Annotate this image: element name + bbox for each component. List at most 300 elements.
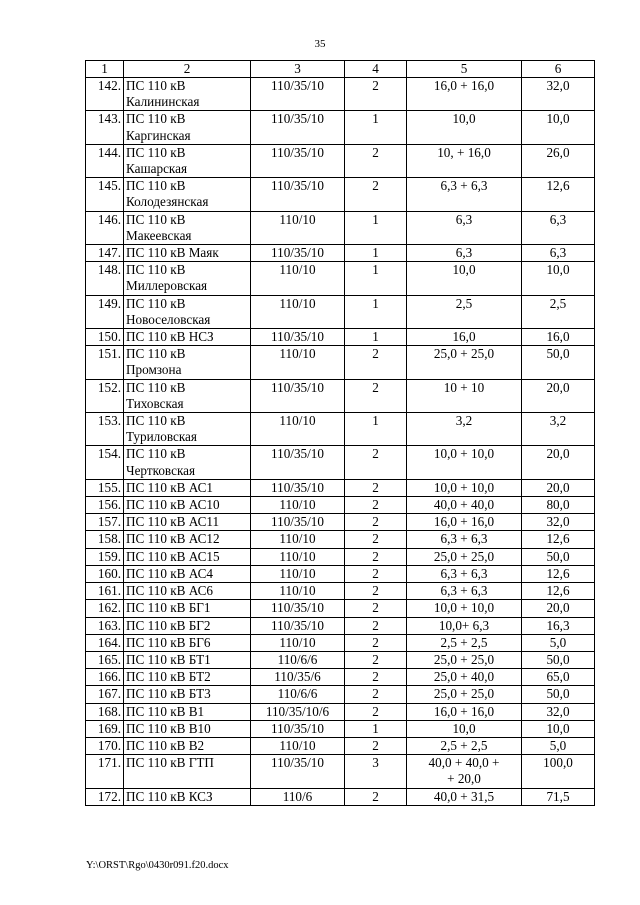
- transformer-power-line: + 20,0: [447, 771, 481, 787]
- voltage-class: 110/35/10: [251, 78, 345, 111]
- substation-name-line: ПС 110 кВ: [126, 413, 186, 429]
- transformer-power-line: 10,0 + 10,0: [433, 479, 495, 495]
- transformer-power-line: 2,5 + 2,5: [440, 634, 488, 650]
- substation-name: [124, 686, 251, 703]
- total-power: 10,0: [522, 720, 595, 737]
- table-row: [86, 720, 595, 737]
- transformer-power: [407, 446, 522, 479]
- transformer-power: [407, 703, 522, 720]
- substation-name-line: ПС 110 кВ: [126, 111, 186, 127]
- voltage-class: 110/35/10: [251, 720, 345, 737]
- voltage-class: 110/10: [251, 262, 345, 295]
- row-number: 161.: [86, 583, 124, 600]
- substation-name-line: ПС 110 кВ: [126, 295, 186, 311]
- substation-name-line: ПС 110 кВ: [126, 211, 186, 227]
- substation-name: [124, 651, 251, 668]
- substation-name-line: ПС 110 кВ ГТП: [126, 755, 214, 771]
- substation-name: [124, 720, 251, 737]
- substation-name: [124, 413, 251, 446]
- substation-name-line: ПС 110 кВ АС1: [126, 479, 213, 495]
- substation-name: [124, 617, 251, 634]
- transformer-count: 2: [345, 651, 407, 668]
- substation-name-line: ПС 110 кВ АС4: [126, 565, 213, 581]
- row-number: 149.: [86, 295, 124, 328]
- transformer-count: 1: [345, 211, 407, 244]
- substation-name-line: ПС 110 кВ БТ2: [126, 669, 211, 685]
- total-power: 6,3: [522, 245, 595, 262]
- transformer-power-line: 25,0 + 25,0: [433, 686, 495, 702]
- transformer-power-line: 6,3: [455, 211, 473, 227]
- table-row: [86, 446, 595, 479]
- table-row: [86, 262, 595, 295]
- voltage-class: 110/35/6: [251, 669, 345, 686]
- transformer-count: 2: [345, 346, 407, 379]
- total-power: 50,0: [522, 346, 595, 379]
- table-row: [86, 548, 595, 565]
- voltage-class: 110/10: [251, 531, 345, 548]
- transformer-power: [407, 262, 522, 295]
- substation-name: [124, 788, 251, 805]
- table-row: [86, 531, 595, 548]
- voltage-class: 110/35/10: [251, 111, 345, 144]
- transformer-power: [407, 788, 522, 805]
- substation-name: [124, 78, 251, 111]
- transformer-power-line: 40,0 + 31,5: [433, 788, 495, 804]
- row-number: 156.: [86, 497, 124, 514]
- row-number: 148.: [86, 262, 124, 295]
- header-col-3: 3: [251, 61, 345, 78]
- total-power: 50,0: [522, 686, 595, 703]
- transformer-power: [407, 211, 522, 244]
- transformer-power: [407, 755, 522, 788]
- row-number: 160.: [86, 565, 124, 582]
- transformer-count: 2: [345, 634, 407, 651]
- transformer-count: 2: [345, 144, 407, 177]
- row-number: 163.: [86, 617, 124, 634]
- voltage-class: 110/35/10: [251, 514, 345, 531]
- table-row: [86, 737, 595, 754]
- total-power: 12,6: [522, 531, 595, 548]
- substation-name-line: Новоселовская: [126, 311, 211, 327]
- transformer-power: [407, 178, 522, 211]
- transformer-power: [407, 245, 522, 262]
- transformer-power-line: 25,0 + 25,0: [433, 346, 495, 362]
- substation-name: [124, 144, 251, 177]
- transformer-count: 2: [345, 686, 407, 703]
- transformer-count: 1: [345, 413, 407, 446]
- substation-name-line: Каргинская: [126, 127, 191, 143]
- transformer-power: [407, 514, 522, 531]
- table-row: [86, 144, 595, 177]
- table-row: [86, 755, 595, 788]
- table-row: [86, 295, 595, 328]
- transformer-count: 1: [345, 262, 407, 295]
- substation-name: [124, 262, 251, 295]
- total-power: 12,6: [522, 583, 595, 600]
- substation-name-line: ПС 110 кВ БГ6: [126, 634, 211, 650]
- substation-name-line: ПС 110 кВ АС10: [126, 497, 220, 513]
- row-number: 145.: [86, 178, 124, 211]
- header-col-6: 6: [522, 61, 595, 78]
- substation-name: [124, 245, 251, 262]
- voltage-class: 110/10: [251, 346, 345, 379]
- table-row: [86, 211, 595, 244]
- substation-name-line: Чертковская: [126, 462, 196, 478]
- voltage-class: 110/10: [251, 634, 345, 651]
- table-row: [86, 413, 595, 446]
- table-row: [86, 78, 595, 111]
- transformer-count: 2: [345, 737, 407, 754]
- total-power: 71,5: [522, 788, 595, 805]
- voltage-class: 110/35/10: [251, 379, 345, 412]
- table-row: [86, 178, 595, 211]
- row-number: 143.: [86, 111, 124, 144]
- substation-name-line: ПС 110 кВ КСЗ: [126, 788, 213, 804]
- table-row: [86, 651, 595, 668]
- row-number: 162.: [86, 600, 124, 617]
- table-row: [86, 479, 595, 496]
- substation-name-line: ПС 110 кВ: [126, 178, 186, 194]
- table-row: [86, 686, 595, 703]
- row-number: 157.: [86, 514, 124, 531]
- total-power: 2,5: [522, 295, 595, 328]
- transformer-count: 1: [345, 295, 407, 328]
- substation-name-line: ПС 110 кВ БГ2: [126, 617, 211, 633]
- transformer-power: [407, 651, 522, 668]
- substation-name: [124, 329, 251, 346]
- row-number: 150.: [86, 329, 124, 346]
- transformer-count: 3: [345, 755, 407, 788]
- transformer-power: [407, 617, 522, 634]
- substation-name-line: ПС 110 кВ БГ1: [126, 600, 211, 616]
- substation-name-line: ПС 110 кВ АС6: [126, 583, 213, 599]
- row-number: 164.: [86, 634, 124, 651]
- transformer-count: 1: [345, 720, 407, 737]
- transformer-count: 1: [345, 245, 407, 262]
- substation-name-line: ПС 110 кВ: [126, 379, 186, 395]
- transformer-power: [407, 144, 522, 177]
- transformer-power-line: 6,3 + 6,3: [440, 178, 488, 194]
- substation-name: [124, 211, 251, 244]
- row-number: 147.: [86, 245, 124, 262]
- substation-name-line: ПС 110 кВ Маяк: [126, 245, 219, 261]
- transformer-power: [407, 329, 522, 346]
- transformer-power-line: 2,5: [455, 295, 473, 311]
- substation-name: [124, 295, 251, 328]
- row-number: 169.: [86, 720, 124, 737]
- transformer-count: 2: [345, 703, 407, 720]
- voltage-class: 110/35/10: [251, 755, 345, 788]
- row-number: 168.: [86, 703, 124, 720]
- transformer-power: [407, 497, 522, 514]
- total-power: 80,0: [522, 497, 595, 514]
- transformer-power-line: 16,0: [452, 329, 476, 345]
- transformer-count: 2: [345, 617, 407, 634]
- transformer-count: 2: [345, 531, 407, 548]
- transformer-power: [407, 379, 522, 412]
- table-row: [86, 617, 595, 634]
- substation-name: [124, 583, 251, 600]
- transformer-power-line: 25,0 + 25,0: [433, 548, 495, 564]
- substation-name: [124, 548, 251, 565]
- substation-name-line: ПС 110 кВ АС11: [126, 514, 220, 530]
- substation-name: [124, 531, 251, 548]
- row-number: 167.: [86, 686, 124, 703]
- table-row: [86, 346, 595, 379]
- transformer-power-line: 6,3 + 6,3: [440, 565, 488, 581]
- transformer-count: 2: [345, 78, 407, 111]
- voltage-class: 110/35/10: [251, 479, 345, 496]
- table-row: [86, 111, 595, 144]
- substation-name: [124, 479, 251, 496]
- total-power: 6,3: [522, 211, 595, 244]
- voltage-class: 110/35/10: [251, 446, 345, 479]
- voltage-class: 110/35/10: [251, 329, 345, 346]
- transformer-count: 2: [345, 379, 407, 412]
- transformer-power-line: 6,3 + 6,3: [440, 583, 488, 599]
- substation-name: [124, 600, 251, 617]
- total-power: 16,3: [522, 617, 595, 634]
- substation-name-line: ПС 110 кВ: [126, 446, 186, 462]
- transformer-count: 2: [345, 514, 407, 531]
- table-row: [86, 583, 595, 600]
- transformer-power-line: 10 + 10: [443, 379, 485, 395]
- row-number: 155.: [86, 479, 124, 496]
- substation-name: [124, 737, 251, 754]
- transformer-power-line: 10,0: [452, 262, 476, 278]
- total-power: 20,0: [522, 600, 595, 617]
- total-power: 20,0: [522, 446, 595, 479]
- transformer-count: 1: [345, 111, 407, 144]
- total-power: 26,0: [522, 144, 595, 177]
- substation-name-line: Тиховская: [126, 395, 184, 411]
- table-row: [86, 329, 595, 346]
- table-row: [86, 788, 595, 805]
- transformer-power: [407, 720, 522, 737]
- voltage-class: 110/10: [251, 583, 345, 600]
- transformer-count: 2: [345, 600, 407, 617]
- transformer-power-line: 10,0+ 6,3: [438, 617, 490, 633]
- substation-name-line: Миллеровская: [126, 278, 208, 294]
- total-power: 32,0: [522, 514, 595, 531]
- transformer-power-line: 10,0: [452, 720, 476, 736]
- transformer-count: 2: [345, 446, 407, 479]
- substation-name-line: Калининская: [126, 94, 200, 110]
- voltage-class: 110/6: [251, 788, 345, 805]
- voltage-class: 110/10: [251, 295, 345, 328]
- transformer-power-line: 25,0 + 25,0: [433, 651, 495, 667]
- transformer-power: [407, 531, 522, 548]
- voltage-class: 110/35/10: [251, 245, 345, 262]
- substation-name-line: ПС 110 кВ В10: [126, 720, 211, 736]
- transformer-power: [407, 78, 522, 111]
- substation-name-line: ПС 110 кВ: [126, 144, 186, 160]
- substation-name-line: Туриловская: [126, 429, 197, 445]
- transformer-power-line: 40,0 + 40,0 +: [428, 755, 500, 771]
- transformer-power: [407, 111, 522, 144]
- substation-name: [124, 514, 251, 531]
- transformer-power-line: 10, + 16,0: [437, 144, 491, 160]
- footer-file-path: Y:\ORST\Rgo\0430r091.f20.docx: [86, 860, 229, 871]
- row-number: 166.: [86, 669, 124, 686]
- table-row: [86, 600, 595, 617]
- voltage-class: 110/35/10: [251, 617, 345, 634]
- substation-name-line: Макеевская: [126, 227, 192, 243]
- substation-name-line: Кашарская: [126, 161, 188, 177]
- voltage-class: 110/10: [251, 497, 345, 514]
- row-number: 154.: [86, 446, 124, 479]
- voltage-class: 110/10: [251, 548, 345, 565]
- header-col-1: 1: [86, 61, 124, 78]
- total-power: 50,0: [522, 548, 595, 565]
- substation-name-line: Колодезянская: [126, 194, 209, 210]
- row-number: 171.: [86, 755, 124, 788]
- table-row: [86, 634, 595, 651]
- transformer-power: [407, 413, 522, 446]
- voltage-class: 110/35/10/6: [251, 703, 345, 720]
- transformer-power: [407, 634, 522, 651]
- header-col-5: 5: [407, 61, 522, 78]
- total-power: 5,0: [522, 737, 595, 754]
- substation-name-line: ПС 110 кВ В2: [126, 737, 205, 753]
- substation-name-line: ПС 110 кВ: [126, 78, 186, 93]
- substation-name-line: Промзона: [126, 362, 182, 378]
- transformer-power-line: 6,3: [455, 245, 473, 261]
- transformer-power: [407, 737, 522, 754]
- transformer-power-line: 25,0 + 40,0: [433, 669, 495, 685]
- transformer-power: [407, 600, 522, 617]
- transformer-power: [407, 583, 522, 600]
- total-power: 20,0: [522, 379, 595, 412]
- voltage-class: 110/35/10: [251, 144, 345, 177]
- total-power: 5,0: [522, 634, 595, 651]
- transformer-count: 2: [345, 583, 407, 600]
- row-number: 152.: [86, 379, 124, 412]
- row-number: 144.: [86, 144, 124, 177]
- transformer-power-line: 16,0 + 16,0: [433, 78, 495, 93]
- transformer-power: [407, 295, 522, 328]
- table-row: [86, 703, 595, 720]
- substation-name: [124, 346, 251, 379]
- transformer-power: [407, 669, 522, 686]
- total-power: 10,0: [522, 111, 595, 144]
- total-power: 12,6: [522, 178, 595, 211]
- voltage-class: 110/35/10: [251, 600, 345, 617]
- transformer-count: 2: [345, 788, 407, 805]
- row-number: 146.: [86, 211, 124, 244]
- header-col-2: 2: [124, 61, 251, 78]
- table-row: [86, 379, 595, 412]
- substation-name-line: ПС 110 кВ НСЗ: [126, 329, 214, 345]
- transformer-count: 2: [345, 548, 407, 565]
- voltage-class: 110/35/10: [251, 178, 345, 211]
- total-power: 32,0: [522, 703, 595, 720]
- substation-name-line: ПС 110 кВ БТ1: [126, 651, 211, 667]
- transformer-power-line: 40,0 + 40,0: [433, 497, 495, 513]
- substation-name: [124, 703, 251, 720]
- transformer-power: [407, 548, 522, 565]
- transformer-power-line: 3,2: [455, 413, 473, 429]
- transformer-power: [407, 346, 522, 379]
- table-row: [86, 497, 595, 514]
- voltage-class: 110/10: [251, 565, 345, 582]
- transformer-count: 2: [345, 479, 407, 496]
- substation-name-line: ПС 110 кВ АС12: [126, 531, 220, 547]
- substation-name: [124, 755, 251, 788]
- row-number: 165.: [86, 651, 124, 668]
- total-power: 12,6: [522, 565, 595, 582]
- transformer-power-line: 10,0 + 10,0: [433, 600, 495, 616]
- total-power: 50,0: [522, 651, 595, 668]
- voltage-class: 110/10: [251, 211, 345, 244]
- transformer-count: 2: [345, 565, 407, 582]
- substation-name: [124, 178, 251, 211]
- page-number: 35: [314, 38, 326, 50]
- substation-name: [124, 634, 251, 651]
- voltage-class: 110/10: [251, 737, 345, 754]
- table-row: [86, 565, 595, 582]
- total-power: 65,0: [522, 669, 595, 686]
- substation-table: [85, 60, 595, 806]
- table-header-row: [86, 61, 595, 78]
- substation-name-line: ПС 110 кВ АС15: [126, 548, 220, 564]
- substation-name-line: ПС 110 кВ: [126, 262, 186, 278]
- table-row: [86, 669, 595, 686]
- total-power: 32,0: [522, 78, 595, 111]
- transformer-power: [407, 479, 522, 496]
- transformer-power-line: 6,3 + 6,3: [440, 531, 488, 547]
- substation-name-line: ПС 110 кВ: [126, 346, 186, 362]
- table-row: [86, 514, 595, 531]
- substation-name: [124, 111, 251, 144]
- voltage-class: 110/6/6: [251, 651, 345, 668]
- row-number: 153.: [86, 413, 124, 446]
- transformer-count: 2: [345, 669, 407, 686]
- total-power: 100,0: [522, 755, 595, 788]
- substation-name: [124, 497, 251, 514]
- total-power: 10,0: [522, 262, 595, 295]
- row-number: 151.: [86, 346, 124, 379]
- transformer-power-line: 16,0 + 16,0: [433, 703, 495, 719]
- voltage-class: 110/6/6: [251, 686, 345, 703]
- substation-name: [124, 379, 251, 412]
- transformer-power-line: 10,0 + 10,0: [433, 446, 495, 462]
- transformer-power-line: 16,0 + 16,0: [433, 514, 495, 530]
- voltage-class: 110/10: [251, 413, 345, 446]
- substation-name: [124, 669, 251, 686]
- substation-name: [124, 446, 251, 479]
- transformer-power: [407, 565, 522, 582]
- total-power: 16,0: [522, 329, 595, 346]
- total-power: 3,2: [522, 413, 595, 446]
- transformer-count: 1: [345, 329, 407, 346]
- substation-name-line: ПС 110 кВ БТ3: [126, 686, 211, 702]
- transformer-count: 2: [345, 178, 407, 211]
- substation-name: [124, 565, 251, 582]
- row-number: 159.: [86, 548, 124, 565]
- transformer-power-line: 10,0: [452, 111, 476, 127]
- transformer-power: [407, 686, 522, 703]
- header-col-4: 4: [345, 61, 407, 78]
- row-number: 158.: [86, 531, 124, 548]
- row-number: 172.: [86, 788, 124, 805]
- row-number: 170.: [86, 737, 124, 754]
- substation-name-line: ПС 110 кВ В1: [126, 703, 205, 719]
- transformer-power-line: 2,5 + 2,5: [440, 737, 488, 753]
- total-power: 20,0: [522, 479, 595, 496]
- row-number: 142.: [86, 78, 124, 111]
- table-row: [86, 245, 595, 262]
